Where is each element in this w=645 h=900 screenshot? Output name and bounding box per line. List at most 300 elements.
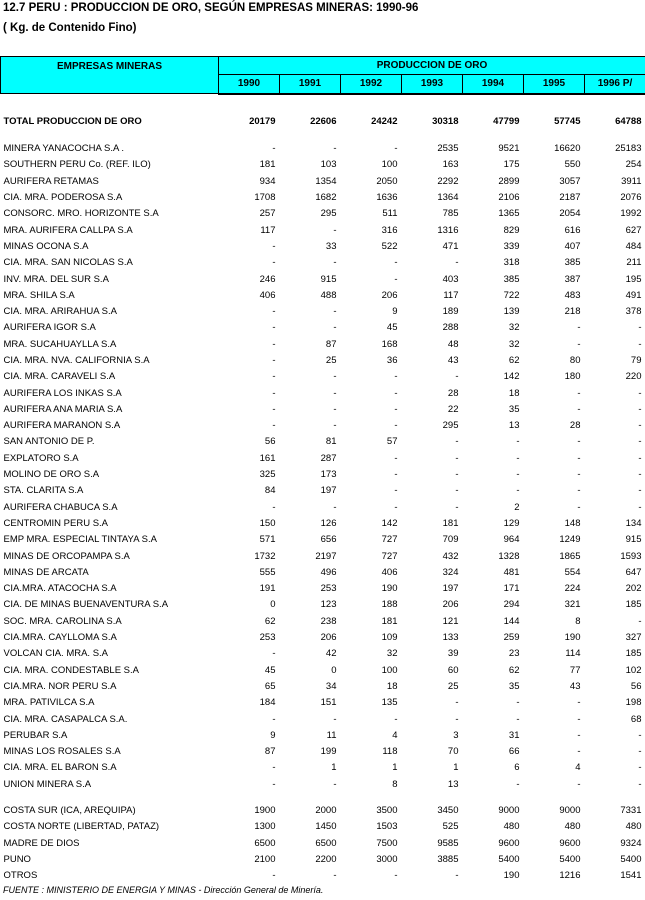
value-cell: 1900	[254, 805, 276, 817]
value-cell: 915	[320, 273, 337, 285]
value-cell: 195	[625, 273, 642, 285]
value-cell: 316	[381, 224, 398, 236]
value-cell: 117	[443, 289, 459, 301]
value-cell: 488	[320, 289, 337, 301]
value-cell: -	[577, 697, 581, 709]
company-row	[1, 743, 645, 759]
row-label: CIA.MRA. CAYLLOMA S.A	[3, 632, 117, 644]
value-cell: 65	[264, 680, 276, 692]
value-cell: 190	[381, 583, 398, 595]
value-cell: -	[577, 501, 581, 513]
value-cell: 525	[442, 821, 459, 833]
value-cell: -	[272, 648, 276, 660]
spacer-cell	[1, 94, 645, 113]
company-row	[1, 760, 645, 776]
value-cell: -	[577, 452, 581, 464]
company-row	[1, 418, 645, 434]
value-cell: 77	[569, 664, 581, 676]
row-label: MINERA YANACOCHA S.A .	[3, 143, 125, 155]
row-label: AURIFERA CHABUCA S.A	[3, 501, 118, 513]
value-cell: 43	[569, 680, 581, 692]
value-cell: 23	[508, 648, 520, 660]
value-cell: -	[333, 403, 337, 415]
company-row	[1, 548, 645, 564]
value-cell: -	[577, 387, 581, 399]
value-cell: -	[333, 778, 337, 790]
row-label: MADRE DE DIOS	[3, 837, 80, 849]
value-cell: -	[455, 436, 459, 448]
value-cell: -	[455, 713, 459, 725]
value-cell: 246	[259, 273, 276, 285]
value-cell: 295	[442, 420, 459, 432]
value-cell: 33	[325, 240, 337, 252]
value-cell: 471	[442, 240, 459, 252]
value-cell: -	[272, 338, 276, 350]
value-cell: 168	[381, 338, 398, 350]
value-cell: 18	[386, 680, 398, 692]
value-cell: 5400	[498, 853, 520, 865]
value-cell: 142	[381, 517, 398, 529]
company-row	[1, 564, 645, 580]
value-cell: -	[638, 778, 642, 790]
value-cell: 18	[508, 387, 520, 399]
year-header: 1992	[341, 74, 402, 93]
value-cell: 934	[259, 175, 276, 187]
company-row	[1, 434, 645, 450]
region-row	[1, 851, 645, 867]
value-cell: 287	[320, 452, 337, 464]
value-cell: 7331	[620, 805, 642, 817]
value-cell: 9600	[559, 837, 581, 849]
value-cell: -	[333, 870, 337, 882]
value-cell: 555	[259, 566, 276, 578]
company-row	[1, 222, 645, 238]
value-cell: 144	[503, 615, 520, 627]
row-label: UNION MINERA S.A	[3, 778, 92, 790]
row-label: SOUTHERN PERU Co. (REF. ILO)	[3, 159, 151, 171]
value-cell: 197	[320, 485, 337, 497]
row-label: CIA. MRA. PODEROSA S.A	[3, 192, 123, 204]
value-cell: 42	[325, 648, 337, 660]
value-cell: 321	[564, 599, 581, 611]
value-cell: -	[333, 143, 337, 155]
value-cell: 180	[564, 371, 581, 383]
value-cell: 1732	[254, 550, 276, 562]
value-cell: 118	[382, 746, 398, 758]
value-cell: 135	[381, 697, 398, 709]
value-cell: -	[455, 371, 459, 383]
value-cell: 13	[447, 778, 459, 790]
value-cell: -	[577, 729, 581, 741]
row-label: CIA. MRA. NVA. CALIFORNIA S.A	[3, 355, 150, 366]
value-cell: 1682	[315, 192, 337, 204]
value-cell: -	[516, 713, 520, 725]
value-cell: 206	[381, 289, 398, 301]
value-cell: 181	[259, 159, 276, 171]
value-cell: 1	[392, 762, 398, 774]
value-cell: 522	[381, 240, 398, 252]
value-cell: -	[638, 762, 642, 774]
value-cell: 206	[442, 599, 459, 611]
value-cell: 403	[442, 273, 459, 285]
year-header: 1996 P/	[585, 74, 645, 93]
value-cell: 1541	[620, 870, 642, 882]
value-cell: 161	[259, 452, 276, 464]
row-label: CIA.MRA. NOR PERU S.A	[3, 680, 117, 692]
value-cell: 5400	[559, 853, 581, 865]
value-cell: 25	[447, 680, 459, 692]
value-cell: 9	[270, 729, 276, 741]
value-cell: -	[577, 778, 581, 790]
value-cell: 2106	[498, 192, 520, 204]
value-cell: 257	[259, 208, 276, 220]
total-row	[1, 113, 645, 131]
value-cell: 45	[264, 664, 276, 676]
row-label: OTROS	[3, 870, 38, 882]
company-row	[1, 711, 645, 727]
row-label: COSTA SUR (ICA, AREQUIPA)	[3, 805, 136, 817]
company-row	[1, 320, 645, 336]
value-cell: -	[577, 338, 581, 350]
value-cell: 727	[381, 550, 398, 562]
value-cell: 709	[442, 534, 459, 546]
value-cell: -	[394, 870, 398, 882]
value-cell: 185	[625, 599, 642, 611]
value-cell: 100	[381, 159, 398, 171]
value-cell: 2187	[559, 192, 581, 204]
company-row	[1, 287, 645, 303]
value-cell: 9585	[437, 837, 459, 849]
value-cell: 3057	[559, 175, 581, 187]
value-cell: 406	[381, 566, 398, 578]
value-cell: 134	[625, 517, 642, 529]
value-cell: 39	[447, 648, 459, 660]
row-label: PUNO	[3, 853, 31, 865]
value-cell: 318	[503, 257, 520, 269]
company-row	[1, 238, 645, 254]
value-cell: 550	[564, 159, 581, 171]
page-title: 12.7 PERU : PRODUCCION DE ORO, SEGÚN EMPRESAS MINERAS: 1990-96	[3, 2, 419, 14]
value-cell: -	[272, 778, 276, 790]
value-cell: 31	[508, 729, 520, 741]
value-cell: 483	[564, 289, 581, 301]
value-cell: 64788	[615, 116, 642, 127]
value-cell: -	[638, 729, 642, 741]
value-cell: -	[272, 371, 276, 383]
value-cell: 484	[625, 240, 642, 252]
value-cell: -	[516, 452, 520, 464]
value-cell: -	[333, 322, 337, 334]
value-cell: 142	[503, 371, 520, 383]
value-cell: -	[272, 870, 276, 882]
value-cell: 102	[625, 664, 642, 676]
value-cell: 496	[320, 566, 337, 578]
value-cell: -	[516, 485, 520, 497]
value-cell: 70	[447, 746, 459, 758]
year-header: 1990	[219, 74, 280, 93]
value-cell: 198	[625, 697, 642, 709]
value-cell: 0	[331, 664, 337, 676]
value-cell: -	[394, 452, 398, 464]
row-label: PERUBAR S.A	[3, 729, 68, 741]
row-label: MRA. AURIFERA CALLPA S.A	[3, 224, 133, 236]
value-cell: -	[638, 338, 642, 350]
region-row	[1, 819, 645, 835]
value-cell: 3000	[376, 853, 398, 865]
region-row	[1, 868, 645, 884]
value-cell: 3500	[376, 805, 398, 817]
value-cell: -	[394, 273, 398, 285]
value-cell: 294	[503, 599, 520, 611]
value-cell: -	[577, 403, 581, 415]
value-cell: -	[394, 143, 398, 155]
row-label: CIA. MRA. SAN NICOLAS S.A	[3, 257, 133, 269]
value-cell: -	[272, 306, 276, 318]
value-cell: 81	[325, 436, 337, 448]
value-cell: 1	[331, 762, 337, 774]
value-cell: 571	[259, 534, 276, 546]
value-cell: 184	[259, 697, 276, 709]
company-row	[1, 352, 645, 368]
value-cell: 1	[453, 762, 459, 774]
value-cell: 114	[565, 648, 581, 660]
value-cell: 117	[260, 224, 276, 236]
row-label: COSTA NORTE (LIBERTAD, PATAZ)	[3, 821, 160, 833]
value-cell: 1593	[620, 550, 642, 562]
row-label: INV. MRA. DEL SUR S.A	[3, 273, 109, 285]
value-cell: 68	[630, 713, 642, 725]
value-cell: 385	[564, 257, 581, 269]
company-row	[1, 499, 645, 515]
value-cell: 57745	[554, 116, 581, 127]
value-cell: 35	[508, 403, 520, 415]
value-cell: 7500	[376, 837, 398, 849]
value-cell: 481	[503, 566, 520, 578]
value-cell: 8	[392, 778, 398, 790]
row-label: STA. CLARITA S.A	[3, 485, 84, 497]
value-cell: -	[638, 615, 642, 627]
company-row	[1, 483, 645, 499]
value-cell: -	[577, 469, 581, 481]
value-cell: 3	[453, 729, 459, 741]
value-cell: 84	[264, 485, 276, 497]
value-cell: 2292	[437, 175, 459, 187]
value-cell: 378	[625, 306, 642, 318]
value-cell: 148	[564, 517, 581, 529]
value-cell: 171	[503, 583, 520, 595]
row-label: CONSORC. MRO. HORIZONTE S.A	[3, 208, 159, 220]
value-cell: 480	[503, 821, 520, 833]
value-cell: 5400	[620, 853, 642, 865]
value-cell: 254	[625, 159, 642, 171]
value-cell: 656	[320, 534, 337, 546]
value-cell: -	[516, 778, 520, 790]
value-cell: 1503	[376, 821, 398, 833]
spacer-cell	[1, 792, 645, 802]
value-cell: -	[455, 697, 459, 709]
company-row	[1, 369, 645, 385]
value-cell: -	[272, 403, 276, 415]
row-label: AURIFERA ANA MARIA S.A	[3, 403, 123, 415]
value-cell: -	[455, 501, 459, 513]
value-cell: 1249	[559, 534, 581, 546]
value-cell: 3885	[437, 853, 459, 865]
value-cell: 1365	[498, 208, 520, 220]
value-cell: -	[394, 403, 398, 415]
value-cell: 915	[625, 534, 642, 546]
page-subtitle: ( Kg. de Contenido Fino)	[3, 22, 137, 34]
value-cell: -	[333, 257, 337, 269]
company-row	[1, 466, 645, 482]
value-cell: 406	[259, 289, 276, 301]
value-cell: -	[272, 420, 276, 432]
value-cell: 1316	[437, 224, 459, 236]
company-row	[1, 141, 645, 157]
value-cell: 727	[381, 534, 398, 546]
value-cell: 28	[569, 420, 581, 432]
value-cell: 253	[320, 583, 337, 595]
row-label: MRA. PATIVILCA S.A	[3, 697, 95, 709]
year-header: 1994	[463, 74, 524, 93]
value-cell: 188	[381, 599, 398, 611]
company-row	[1, 303, 645, 319]
value-cell: -	[516, 697, 520, 709]
value-cell: -	[394, 371, 398, 383]
value-cell: -	[577, 746, 581, 758]
value-cell: 36	[386, 355, 398, 366]
value-cell: 43	[447, 355, 459, 366]
value-cell: 2100	[254, 853, 276, 865]
value-cell: 25	[325, 355, 337, 366]
value-cell: 2200	[315, 853, 337, 865]
row-label: MINAS DE ARCATA	[3, 566, 89, 578]
value-cell: 432	[442, 550, 459, 562]
value-cell: 9000	[559, 805, 581, 817]
value-cell: 123	[320, 599, 337, 611]
value-cell: 103	[320, 159, 337, 171]
value-cell: -	[516, 436, 520, 448]
company-row	[1, 385, 645, 401]
value-cell: -	[455, 469, 459, 481]
value-cell: 339	[503, 240, 520, 252]
value-cell: -	[333, 371, 337, 383]
row-label: CIA. MRA. CARAVELI S.A	[3, 371, 116, 383]
value-cell: 224	[564, 583, 581, 595]
row-label: VOLCAN CIA. MRA. S.A	[3, 648, 109, 660]
value-cell: 480	[625, 821, 642, 833]
company-row	[1, 189, 645, 205]
company-row	[1, 581, 645, 597]
value-cell: 28	[447, 387, 459, 399]
value-cell: 121	[442, 615, 459, 627]
value-cell: -	[638, 420, 642, 432]
value-cell: 87	[264, 746, 276, 758]
value-cell: 324	[442, 566, 459, 578]
company-row	[1, 206, 645, 222]
value-cell: -	[455, 257, 459, 269]
value-cell: 62	[264, 615, 276, 627]
row-label: CIA. MRA. CONDESTABLE S.A	[3, 664, 139, 676]
value-cell: 87	[325, 338, 337, 350]
company-row	[1, 255, 645, 271]
value-cell: 220	[625, 371, 642, 383]
value-cell: -	[577, 322, 581, 334]
value-cell: 190	[564, 632, 581, 644]
value-cell: 253	[259, 632, 276, 644]
row-label: TOTAL PRODUCCION DE ORO	[3, 116, 142, 127]
value-cell: -	[333, 224, 337, 236]
value-cell: 554	[564, 566, 581, 578]
value-cell: 211	[626, 257, 642, 269]
value-cell: -	[638, 469, 642, 481]
value-cell: 22606	[310, 116, 337, 127]
value-cell: -	[272, 762, 276, 774]
company-row	[1, 776, 645, 792]
value-cell: 785	[442, 208, 459, 220]
value-cell: 1328	[498, 550, 520, 562]
value-cell: 185	[625, 648, 642, 660]
value-cell: 45	[386, 322, 398, 334]
value-cell: 3450	[437, 805, 459, 817]
value-cell: 9324	[620, 837, 642, 849]
value-cell: 6500	[254, 837, 276, 849]
value-cell: -	[394, 387, 398, 399]
value-cell: 199	[320, 746, 337, 758]
value-cell: 2054	[559, 208, 581, 220]
row-label: SAN ANTONIO DE P.	[3, 436, 95, 448]
value-cell: 1708	[254, 192, 276, 204]
company-row	[1, 662, 645, 678]
value-cell: 190	[503, 870, 520, 882]
value-cell: -	[333, 713, 337, 725]
row-label: SOC. MRA. CAROLINA S.A	[3, 615, 122, 627]
company-row	[1, 336, 645, 352]
value-cell: 139	[503, 306, 520, 318]
value-cell: 407	[564, 240, 581, 252]
value-cell: 16620	[554, 143, 581, 155]
value-cell: 25183	[615, 143, 642, 155]
value-cell: 181	[442, 517, 459, 529]
value-cell: -	[577, 485, 581, 497]
value-cell: 385	[503, 273, 520, 285]
company-row	[1, 727, 645, 743]
value-cell: 627	[625, 224, 642, 236]
value-cell: 56	[630, 680, 642, 692]
company-row	[1, 695, 645, 711]
company-column-header: EMPRESAS MINERAS	[1, 57, 219, 94]
value-cell: 8	[575, 615, 581, 627]
value-cell: 34	[325, 680, 337, 692]
value-cell: -	[333, 501, 337, 513]
company-row	[1, 157, 645, 173]
value-cell: -	[516, 469, 520, 481]
row-label: MINAS DE ORCOPAMPA S.A	[3, 550, 130, 562]
value-cell: -	[272, 501, 276, 513]
value-cell: 189	[442, 306, 459, 318]
value-cell: 20179	[249, 116, 276, 127]
value-cell: 647	[625, 566, 642, 578]
value-cell: 387	[564, 273, 581, 285]
value-cell: -	[638, 501, 642, 513]
value-cell: -	[333, 420, 337, 432]
value-cell: -	[577, 713, 581, 725]
value-cell: 129	[503, 517, 520, 529]
row-label: MINAS OCONA S.A	[3, 240, 89, 252]
year-header: 1995	[524, 74, 585, 93]
source-note: FUENTE : MINISTERIO DE ENERGIA Y MINAS - Dirección General de Minería.	[3, 885, 324, 895]
row-label: CIA.MRA. ATACOCHA S.A	[3, 583, 117, 595]
row-label: AURIFERA MARANON S.A	[3, 420, 121, 432]
